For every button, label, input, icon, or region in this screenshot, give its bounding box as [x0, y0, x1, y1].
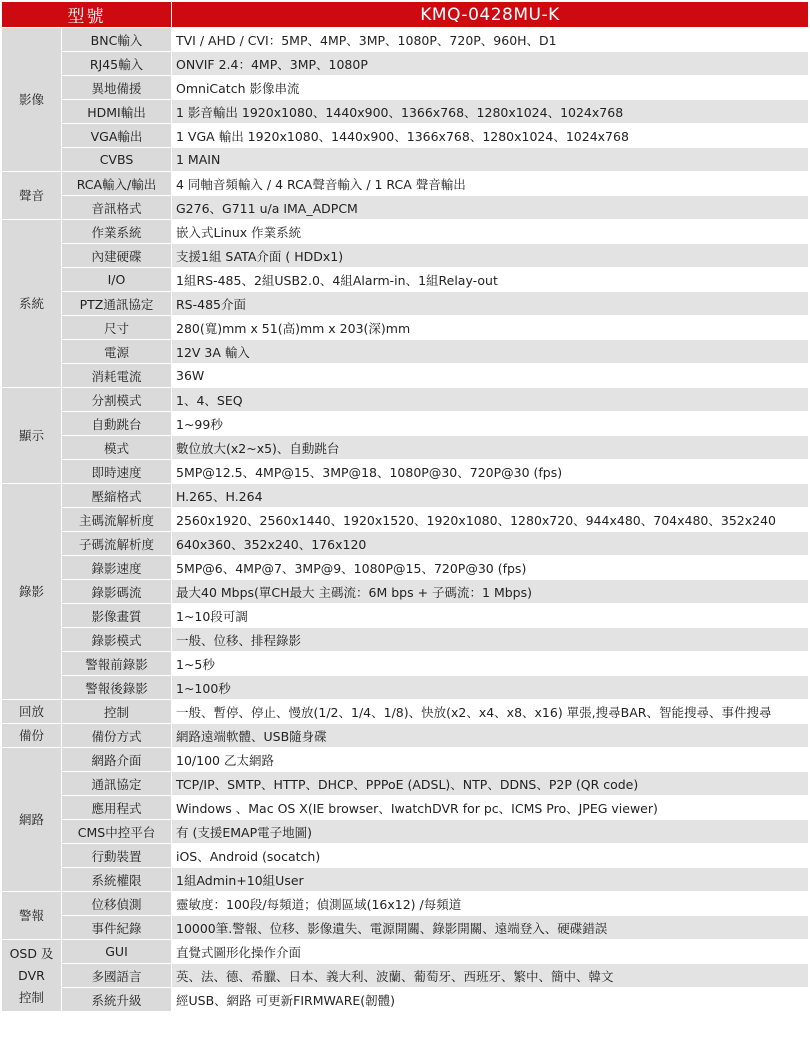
- spec-key: 主碼流解析度: [62, 508, 172, 532]
- spec-key: HDMI輸出: [62, 100, 172, 124]
- spec-row: [2, 964, 809, 988]
- spec-row: [2, 388, 809, 412]
- spec-value: 2560x1920、2560x1440、1920x1520、1920x1080、1280x720、944x480、704x480、352x240: [172, 508, 809, 532]
- spec-row: [2, 76, 809, 100]
- spec-value: 1~99秒: [172, 412, 809, 436]
- spec-row: [2, 676, 809, 700]
- spec-key: 模式: [62, 436, 172, 460]
- spec-key: 系統權限: [62, 868, 172, 892]
- spec-row: [2, 316, 809, 340]
- spec-row: [2, 988, 809, 1012]
- spec-value: 數位放大(x2~x5)、自動跳台: [172, 436, 809, 460]
- spec-row: [2, 892, 809, 916]
- spec-value: 1 MAIN: [172, 148, 809, 172]
- spec-value: 4 同軸音頻輸入 / 4 RCA聲音輸入 / 1 RCA 聲音輸出: [172, 172, 809, 196]
- spec-value: Windows 、Mac OS X(IE browser、IwatchDVR for pc、ICMS Pro、JPEG viewer): [172, 796, 809, 820]
- spec-key: 多國語言: [62, 964, 172, 988]
- spec-row: [2, 268, 809, 292]
- spec-key: GUI: [62, 940, 172, 964]
- spec-row: [2, 772, 809, 796]
- spec-value: 10000筆.警報、位移、影像遺失、電源開關、錄影開關、遠端登入、硬碟錯誤: [172, 916, 809, 940]
- spec-value: 嵌入式Linux 作業系統: [172, 220, 809, 244]
- spec-value: RS-485介面: [172, 292, 809, 316]
- category-label: OSD 及 DVR 控制: [2, 940, 62, 1012]
- spec-row: [2, 820, 809, 844]
- spec-value: 網路遠端軟體、USB隨身碟: [172, 724, 809, 748]
- spec-value: 280(寬)mm x 51(高)mm x 203(深)mm: [172, 316, 809, 340]
- spec-key: 消耗電流: [62, 364, 172, 388]
- spec-value: 1組Admin+10組User: [172, 868, 809, 892]
- spec-row: [2, 508, 809, 532]
- spec-row: [2, 52, 809, 76]
- spec-value: ONVIF 2.4：4MP、3MP、1080P: [172, 52, 809, 76]
- spec-key: 錄影速度: [62, 556, 172, 580]
- spec-key: 即時速度: [62, 460, 172, 484]
- category-label: 顯示: [2, 388, 62, 484]
- spec-value: 36W: [172, 364, 809, 388]
- spec-key: 內建硬碟: [62, 244, 172, 268]
- spec-value: 10/100 乙太網路: [172, 748, 809, 772]
- spec-row: [2, 244, 809, 268]
- spec-key: 系統升級: [62, 988, 172, 1012]
- spec-value: 1~100秒: [172, 676, 809, 700]
- spec-key: RCA輸入/輸出: [62, 172, 172, 196]
- spec-value: 12V 3A 輸入: [172, 340, 809, 364]
- spec-key: CMS中控平台: [62, 820, 172, 844]
- spec-row: [2, 748, 809, 772]
- category-label: 聲音: [2, 172, 62, 220]
- spec-row: [2, 604, 809, 628]
- spec-row: [2, 124, 809, 148]
- spec-value: 支援1組 SATA介面 ( HDDx1): [172, 244, 809, 268]
- spec-value: 1、4、SEQ: [172, 388, 809, 412]
- spec-row: [2, 868, 809, 892]
- spec-key: BNC輸入: [62, 28, 172, 52]
- category-label: 系統: [2, 220, 62, 388]
- spec-value: 5MP@12.5、4MP@15、3MP@18、1080P@30、720P@30 (fps): [172, 460, 809, 484]
- spec-row: [2, 700, 809, 724]
- spec-row: [2, 844, 809, 868]
- spec-row: [2, 916, 809, 940]
- category-label: 錄影: [2, 484, 62, 700]
- spec-row: [2, 220, 809, 244]
- model-name: KMQ-0428MU-K: [172, 2, 809, 28]
- spec-key: CVBS: [62, 148, 172, 172]
- spec-value: 1 VGA 輸出 1920x1080、1440x900、1366x768、1280x1024、1024x768: [172, 124, 809, 148]
- category-label: 回放: [2, 700, 62, 724]
- spec-key: I/O: [62, 268, 172, 292]
- category-label: 網路: [2, 748, 62, 892]
- spec-row: [2, 724, 809, 748]
- spec-key: 應用程式: [62, 796, 172, 820]
- spec-key: 通訊協定: [62, 772, 172, 796]
- spec-key: 行動裝置: [62, 844, 172, 868]
- spec-row: [2, 340, 809, 364]
- category-label: 影像: [2, 28, 62, 172]
- spec-value: 1組RS-485、2組USB2.0、4組Alarm-in、1組Relay-out: [172, 268, 809, 292]
- spec-key: 備份方式: [62, 724, 172, 748]
- spec-key: 位移偵測: [62, 892, 172, 916]
- spec-row: [2, 796, 809, 820]
- spec-value: 英、法、德、希臘、日本、義大利、波蘭、葡萄牙、西班牙、繁中、簡中、韓文: [172, 964, 809, 988]
- spec-key: 分割模式: [62, 388, 172, 412]
- spec-key: 壓縮格式: [62, 484, 172, 508]
- spec-key: VGA輸出: [62, 124, 172, 148]
- spec-key: 自動跳台: [62, 412, 172, 436]
- spec-value: 靈敏度：100段/每頻道；偵測區域(16x12) /每頻道: [172, 892, 809, 916]
- spec-value: TVI / AHD / CVI：5MP、4MP、3MP、1080P、720P、960H、D1: [172, 28, 809, 52]
- spec-value: 1~5秒: [172, 652, 809, 676]
- spec-value: 直覺式圖形化操作介面: [172, 940, 809, 964]
- spec-key: RJ45輸入: [62, 52, 172, 76]
- spec-key: 電源: [62, 340, 172, 364]
- spec-value: 一般、暫停、停止、慢放(1/2、1/4、1/8)、快放(x2、x4、x8、x16) 單張,搜尋BAR、智能搜尋、事件搜尋: [172, 700, 809, 724]
- spec-value: 一般、位移、排程錄影: [172, 628, 809, 652]
- spec-row: [2, 532, 809, 556]
- spec-table: [1, 1, 809, 1012]
- spec-key: 錄影模式: [62, 628, 172, 652]
- spec-row: [2, 436, 809, 460]
- spec-value: iOS、Android (socatch): [172, 844, 809, 868]
- spec-row: [2, 148, 809, 172]
- spec-row: [2, 172, 809, 196]
- model-label: 型號: [2, 2, 172, 28]
- spec-row: [2, 628, 809, 652]
- spec-row: [2, 556, 809, 580]
- spec-key: 尺寸: [62, 316, 172, 340]
- spec-key: PTZ通訊協定: [62, 292, 172, 316]
- spec-value: G276、G711 u/a IMA_ADPCM: [172, 196, 809, 220]
- spec-key: 子碼流解析度: [62, 532, 172, 556]
- spec-row: [2, 940, 809, 964]
- spec-value: 經USB、網路 可更新FIRMWARE(韌體): [172, 988, 809, 1012]
- category-label: 警報: [2, 892, 62, 940]
- spec-key: 影像畫質: [62, 604, 172, 628]
- spec-value: 1 影音輸出 1920x1080、1440x900、1366x768、1280x1024、1024x768: [172, 100, 809, 124]
- spec-key: 警報前錄影: [62, 652, 172, 676]
- spec-value: 1~10段可調: [172, 604, 809, 628]
- spec-key: 異地備援: [62, 76, 172, 100]
- spec-key: 網路介面: [62, 748, 172, 772]
- spec-row: [2, 364, 809, 388]
- spec-row: [2, 100, 809, 124]
- spec-row: [2, 28, 809, 52]
- spec-row: [2, 196, 809, 220]
- spec-key: 事件紀錄: [62, 916, 172, 940]
- spec-value: 有 (支援EMAP電子地圖): [172, 820, 809, 844]
- spec-value: H.265、H.264: [172, 484, 809, 508]
- spec-row: [2, 292, 809, 316]
- spec-row: [2, 412, 809, 436]
- spec-value: 640x360、352x240、176x120: [172, 532, 809, 556]
- spec-value: TCP/IP、SMTP、HTTP、DHCP、PPPoE (ADSL)、NTP、DDNS、P2P (QR code): [172, 772, 809, 796]
- spec-key: 警報後錄影: [62, 676, 172, 700]
- spec-key: 作業系統: [62, 220, 172, 244]
- spec-value: 5MP@6、4MP@7、3MP@9、1080P@15、720P@30 (fps): [172, 556, 809, 580]
- spec-key: 控制: [62, 700, 172, 724]
- spec-key: 錄影碼流: [62, 580, 172, 604]
- spec-row: [2, 580, 809, 604]
- spec-value: 最大40 Mbps(單CH最大 主碼流：6M bps + 子碼流：1 Mbps): [172, 580, 809, 604]
- spec-value: OmniCatch 影像串流: [172, 76, 809, 100]
- spec-row: [2, 484, 809, 508]
- category-label: 備份: [2, 724, 62, 748]
- spec-key: 音訊格式: [62, 196, 172, 220]
- spec-table-body: [2, 2, 809, 1012]
- spec-row: [2, 652, 809, 676]
- header-row: [2, 2, 809, 28]
- spec-row: [2, 460, 809, 484]
